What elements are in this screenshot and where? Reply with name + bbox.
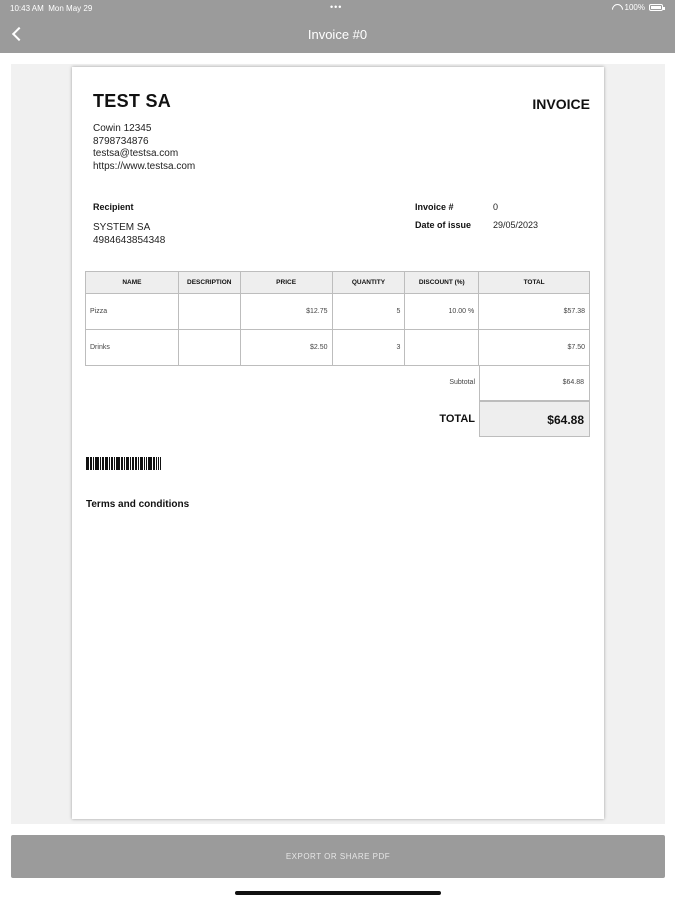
item-quantity: 3 — [332, 330, 405, 366]
page-title: Invoice #0 — [307, 27, 368, 42]
item-price: $12.75 — [240, 294, 332, 330]
line-items-table — [85, 271, 590, 366]
status-right — [612, 3, 663, 12]
home-indicator[interactable] — [235, 891, 441, 895]
column-header: DISCOUNT (%) — [405, 272, 479, 294]
table-row — [86, 294, 590, 330]
column-header: TOTAL — [479, 272, 590, 294]
invoice-number-row — [415, 202, 538, 220]
column-header: NAME — [86, 272, 179, 294]
invoice-meta — [415, 202, 538, 238]
total-row — [85, 401, 590, 437]
item-description — [178, 330, 240, 366]
top-bar — [0, 0, 675, 53]
battery-icon — [649, 4, 663, 11]
company-address: Cowin 12345 — [93, 123, 152, 134]
item-name: Drinks — [86, 330, 179, 366]
company-name: TEST SA — [93, 91, 172, 111]
terms-heading: Terms and conditions — [86, 499, 190, 510]
issue-date: 29/05/2023 — [493, 220, 539, 230]
item-total: $57.38 — [479, 294, 590, 330]
invoice-number-label: Invoice # — [415, 202, 454, 212]
barcode-image — [86, 457, 178, 470]
total-label: TOTAL — [439, 413, 475, 425]
column-header: PRICE — [240, 272, 332, 294]
status-time — [10, 4, 92, 13]
multitask-dots[interactable]: ••• — [330, 2, 343, 12]
issue-date-row — [415, 220, 538, 238]
document-type: INVOICE — [532, 96, 590, 112]
table-header-row — [86, 272, 590, 294]
company-info — [93, 123, 195, 173]
subtotal-row — [85, 365, 590, 401]
issue-date-label: Date of issue — [415, 220, 472, 230]
recipient-name: SYSTEM SA — [93, 222, 151, 233]
company-email: testsa@testsa.com — [93, 148, 179, 159]
subtotal-label: Subtotal — [449, 379, 475, 386]
battery-percent: 100% — [624, 3, 645, 12]
item-quantity: 5 — [332, 294, 405, 330]
export-share-pdf-button[interactable]: EXPORT OR SHARE PDF — [11, 835, 665, 878]
company-phone: 8798734876 — [93, 135, 149, 147]
subtotal-value: $64.88 — [479, 365, 590, 401]
wifi-icon — [612, 4, 621, 11]
status-bar — [0, 0, 675, 16]
item-description — [178, 294, 240, 330]
recipient-info — [93, 222, 165, 247]
recipient-id: 4984643854348 — [93, 234, 166, 246]
column-header: DESCRIPTION — [178, 272, 240, 294]
column-header: QUANTITY — [332, 272, 405, 294]
status-date: Mon May 29 — [48, 4, 93, 13]
status-time-text: 10:43 AM — [10, 4, 44, 13]
item-discount: 10.00 % — [405, 294, 479, 330]
invoice-number: 0 — [493, 202, 499, 212]
item-price: $2.50 — [240, 330, 332, 366]
total-value: $64.88 — [479, 401, 590, 437]
table-row — [86, 330, 590, 366]
company-website: https://www.testsa.com — [93, 160, 196, 172]
item-discount — [405, 330, 479, 366]
invoice-page — [72, 67, 604, 819]
recipient-heading: Recipient — [93, 202, 134, 212]
item-name: Pizza — [86, 294, 179, 330]
item-total: $7.50 — [479, 330, 590, 366]
